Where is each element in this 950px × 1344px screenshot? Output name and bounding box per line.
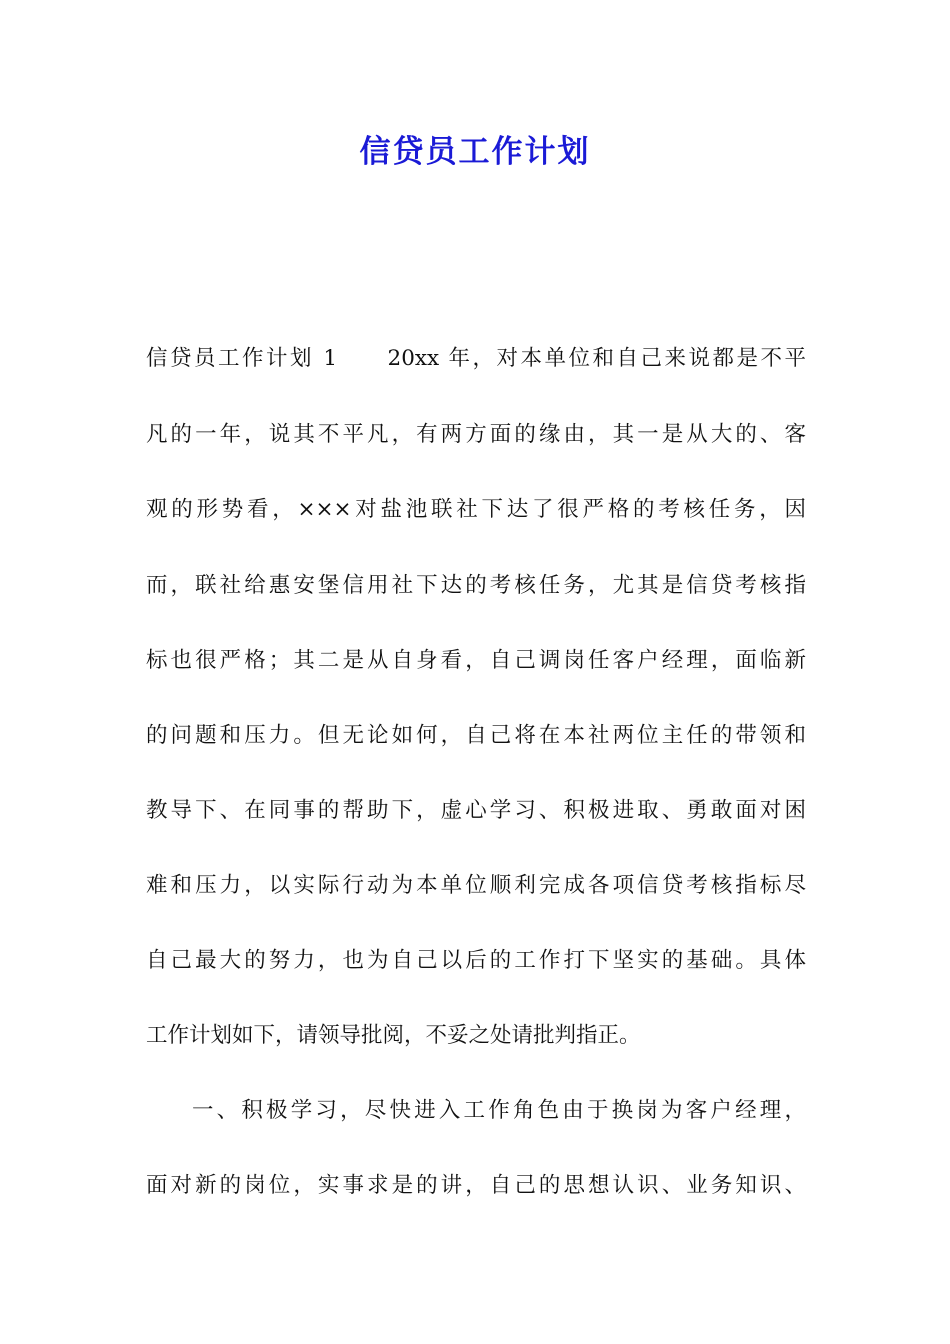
- paragraph-line: 的问题和压力。但无论如何，自己将在本社两位主任的带领和: [146, 723, 806, 748]
- paragraph-line: 一、积极学习，尽快进入工作角色由于换岗为客户经理，: [192, 1098, 806, 1123]
- paragraph-line: 而，联社给惠安堡信用社下达的考核任务，尤其是信贷考核指: [146, 573, 806, 598]
- paragraph-line: 工作计划如下，请领导批阅，不妥之处请批判指正。: [146, 1023, 641, 1048]
- paragraph-line: 标也很严格；其二是从自身看，自己调岗任客户经理，面临新: [146, 648, 806, 673]
- paragraph-line: 自己最大的努力，也为自己以后的工作打下坚实的基础。具体: [146, 948, 806, 973]
- document-title: 信贷员工作计划: [359, 134, 591, 170]
- paragraph-line: 教导下、在同事的帮助下，虚心学习、积极进取、勇敢面对困: [146, 798, 806, 823]
- paragraph-line: 观的形势看，×××对盐池联社下达了很严格的考核任务，因: [146, 497, 806, 522]
- paragraph-line: 难和压力，以实际行动为本单位顺利完成各项信贷考核指标尽: [146, 873, 806, 898]
- paragraph-line: 凡的一年，说其不平凡，有两方面的缘由，其一是从大的、客: [146, 422, 806, 447]
- paragraph-line: 信贷员工作计划 1 20xx 年，对本单位和自己来说都是不平: [146, 346, 806, 371]
- paragraph-line: 面对新的岗位，实事求是的讲，自己的思想认识、业务知识、: [146, 1173, 806, 1198]
